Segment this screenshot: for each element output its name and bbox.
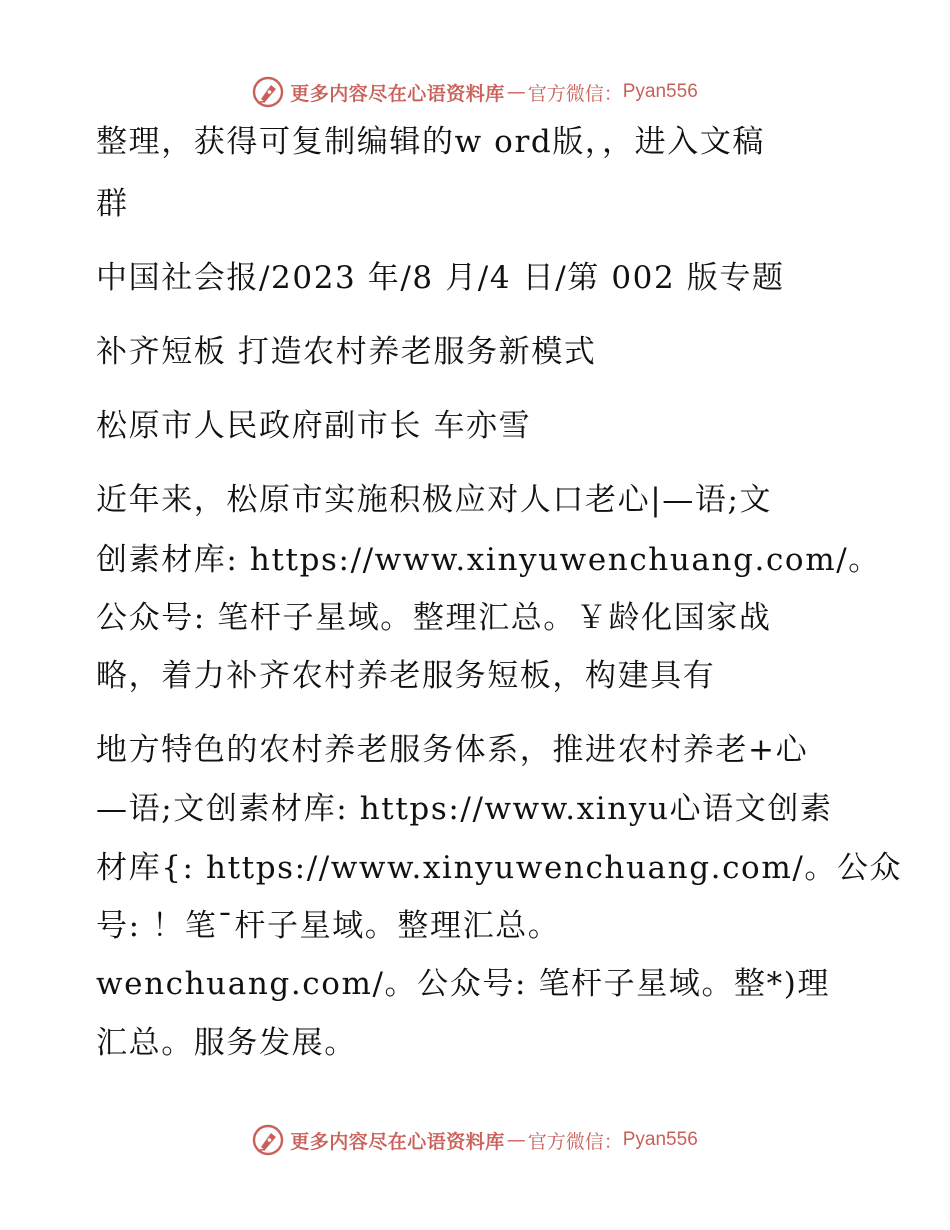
doc-line-4: 补齐短板 打造农村养老服务新模式	[96, 334, 597, 370]
doc-line-9: 略，着力补齐农村养老服务短板，构建具有	[96, 658, 716, 694]
pen-nib-logo-icon	[252, 76, 284, 108]
doc-line-12: 材库{: https://www.xinyuwenchuang.com/。公众	[96, 850, 903, 886]
header-slogan: 更多内容尽在心语资料库	[290, 82, 505, 105]
doc-line-11: —语;文创素材库: https://www.xinyu心语文创素	[96, 791, 833, 827]
doc-line-6: 近年来，松原市实施积极应对人口老心|—语;文	[96, 482, 773, 518]
doc-line-14: wenchuang.com/。公众号: 笔杆子星域。整*)理	[96, 966, 831, 1002]
doc-line-7: 创素材库: https://www.xinyuwenchuang.com/。	[96, 542, 881, 578]
doc-line-15: 汇总。服务发展。	[96, 1025, 357, 1061]
header-wechat-id: Pyan556	[622, 81, 698, 102]
doc-line-1: 整理，获得可复制编辑的w ord版，，进入文稿	[96, 124, 766, 160]
footer-banner	[0, 1120, 950, 1160]
doc-line-8: 公众号: 笔杆子星域。整理汇总。￥龄化国家战	[96, 600, 772, 636]
footer-wechat-label: 官方微信：	[527, 1130, 623, 1153]
footer-wechat-id: Pyan556	[622, 1129, 698, 1150]
footer-separator: —	[506, 1129, 526, 1151]
pen-nib-logo-icon	[252, 1124, 284, 1156]
doc-line-13: 号: ！笔¯杆子星域。整理汇总。	[96, 908, 561, 944]
doc-line-3: 中国社会报/2023 年/8 月/4 日/第 002 版专题	[96, 260, 785, 296]
doc-line-5: 松原市人民政府副市长 车亦雪	[96, 408, 532, 444]
footer-slogan: 更多内容尽在心语资料库	[290, 1130, 505, 1153]
header-wechat-label: 官方微信：	[527, 82, 623, 105]
header-separator: —	[506, 81, 526, 103]
doc-line-10: 地方特色的农村养老服务体系，推进农村养老+心	[96, 732, 809, 768]
header-banner	[0, 72, 950, 112]
doc-line-2: 群	[96, 186, 129, 222]
